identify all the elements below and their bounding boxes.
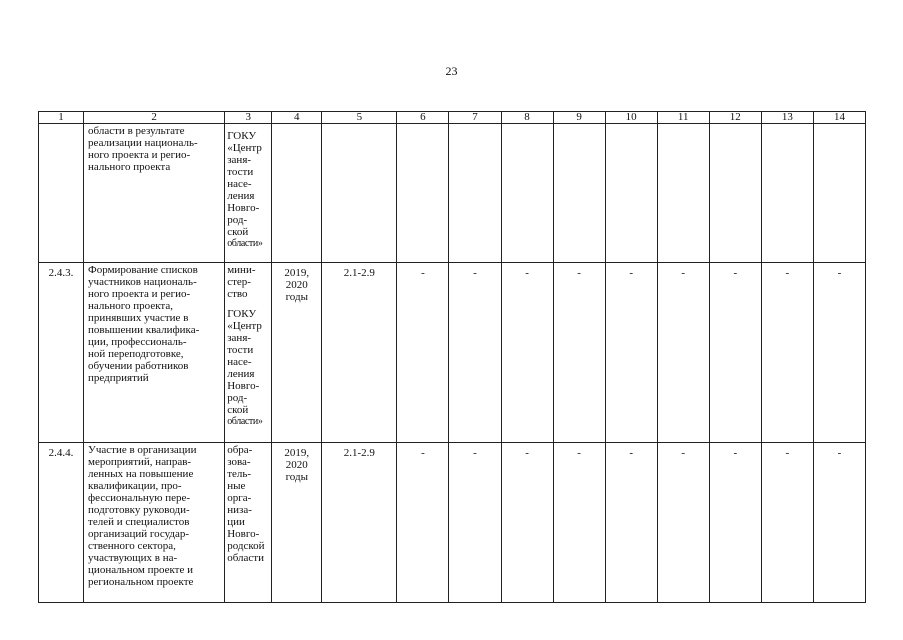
cell-text-line: тости [227,344,254,356]
value-cell: - [449,263,501,443]
cell-text-line: реализации националь- [88,137,198,149]
cell-text-line: принявших участие в [88,312,189,324]
activity-name-cell [84,443,225,603]
years-cell [272,124,322,263]
cell-text-line: ной переподготовке, [88,348,184,360]
column-header: 4 [272,112,322,124]
cell-text-line: ные [227,480,246,492]
cell-text-line: ции, профессиональ- [88,336,187,348]
column-header: 9 [553,112,605,124]
cell-text-line: ГОКУ [227,308,257,320]
row-number-cell: 2.4.3. [39,263,84,443]
cell-text-line: «Центр [227,142,262,154]
value-cell: - [553,263,605,443]
cell-text-line: нального проекта, [88,300,173,312]
cell-text-line: род- [227,392,248,404]
cell-text-line: ской [227,226,249,238]
row-number-cell: 2.4.4. [39,443,84,603]
cell-text-line: ГОКУ [227,130,257,142]
years-cell [272,263,322,443]
value-cell: - [501,263,553,443]
cell-text-line: стер- [227,276,251,288]
cell-text-line: квалификации, про- [88,480,182,492]
cell-text-line: Формирование списков [88,264,198,276]
value-cell: - [501,443,553,603]
cell-text-line: ленных на повышение [88,468,194,480]
cell-text-line: нального проекта [88,161,171,173]
cell-text-line: насе- [227,356,252,368]
cell-text-line: заня- [227,332,252,344]
cell-text-line: Новго- [227,528,260,540]
value-cell: - [657,443,709,603]
column-header: 13 [761,112,813,124]
cell-text-line: участников националь- [88,276,197,288]
cell-text-line: низа- [227,504,252,516]
indicator-cell: 2.1-2.9 [322,443,397,603]
years-cell [272,443,322,603]
table-row [39,443,866,603]
value-cell [813,124,865,263]
line-gap [227,300,269,308]
value-cell: - [605,263,657,443]
value-cell [501,124,553,263]
cell-text-line: циональном проекте и [88,564,194,576]
activity-name-cell [84,124,225,263]
cell-text-line: ления [227,368,255,380]
cell-text-line: «Центр [227,320,262,332]
cell-text-line: насе- [227,178,252,190]
cell-text-line: 2019, [284,447,310,459]
cell-text-line: 2020 [285,279,308,291]
value-cell [709,124,761,263]
column-header: 1 [39,112,84,124]
value-cell: - [553,443,605,603]
cell-text-line: области в результате [88,125,185,137]
column-header: 12 [709,112,761,124]
cell-text-line: ции [227,516,245,528]
value-cell [397,124,449,263]
value-cell [605,124,657,263]
value-cell [449,124,501,263]
executor-cell [225,124,272,263]
column-header: 2 [84,112,225,124]
cell-text-line: мини- [227,264,256,276]
value-cell: - [657,263,709,443]
cell-text-line: зова- [227,456,251,468]
cell-text-line: области [227,552,264,564]
column-header: 8 [501,112,553,124]
cell-text-line: ство [227,288,248,300]
cell-text-line: обра- [227,444,253,456]
data-table [38,111,866,603]
column-header: 7 [449,112,501,124]
cell-text-line: тости [227,166,254,178]
value-cell: - [605,443,657,603]
cell-text-line: организаций государ- [88,528,190,540]
column-header: 3 [225,112,272,124]
cell-text-line: заня- [227,154,252,166]
cell-text-line: ления [227,190,255,202]
cell-text-line: родской [227,540,265,552]
column-header: 5 [322,112,397,124]
value-cell: - [397,263,449,443]
cell-text-line: годы [285,291,308,303]
cell-text-line: ской [227,404,249,416]
cell-text-line: области» [227,238,263,249]
cell-text-line: тель- [227,468,252,480]
executor-cell [225,443,272,603]
column-header: 10 [605,112,657,124]
value-cell: - [449,443,501,603]
cell-text-line: подготовку руководи- [88,504,190,516]
cell-text-line: обучении работников [88,360,189,372]
cell-text-line: род- [227,214,248,226]
column-header: 11 [657,112,709,124]
cell-text-line: региональном проекте [88,576,194,588]
value-cell [553,124,605,263]
cell-text-line: 2019, [284,267,310,279]
cell-text-line: орга- [227,492,252,504]
cell-text-line: телей и специалистов [88,516,190,528]
cell-text-line: мероприятий, направ- [88,456,192,468]
value-cell [761,124,813,263]
cell-text-line: фессиональную пере- [88,492,191,504]
cell-text-line: области» [227,416,263,427]
column-header: 14 [813,112,865,124]
table-row [39,263,866,443]
row-number-cell [39,124,84,263]
cell-text-line: 2020 [285,459,308,471]
activity-name-cell [84,263,225,443]
value-cell [657,124,709,263]
cell-text-line: Участие в организации [88,444,197,456]
value-cell: - [709,263,761,443]
cell-text-line: ственного сектора, [88,540,176,552]
value-cell: - [761,443,813,603]
value-cell: - [813,263,865,443]
table-header-row [39,112,866,124]
indicator-cell [322,124,397,263]
table-row [39,124,866,263]
cell-text-line: участвующих в на- [88,552,178,564]
value-cell: - [761,263,813,443]
cell-text-line: годы [285,471,308,483]
cell-text-line: Новго- [227,202,260,214]
value-cell: - [397,443,449,603]
value-cell: - [709,443,761,603]
executor-cell [225,263,272,443]
cell-text-line: ного проекта и регио- [88,288,191,300]
value-cell: - [813,443,865,603]
column-header: 6 [397,112,449,124]
cell-text-line: Новго- [227,380,260,392]
page-number: 23 [445,64,458,78]
indicator-cell: 2.1-2.9 [322,263,397,443]
cell-text-line: предприятий [88,372,149,384]
cell-text-line: ного проекта и регио- [88,149,191,161]
cell-text-line: повышении квалифика- [88,324,200,336]
